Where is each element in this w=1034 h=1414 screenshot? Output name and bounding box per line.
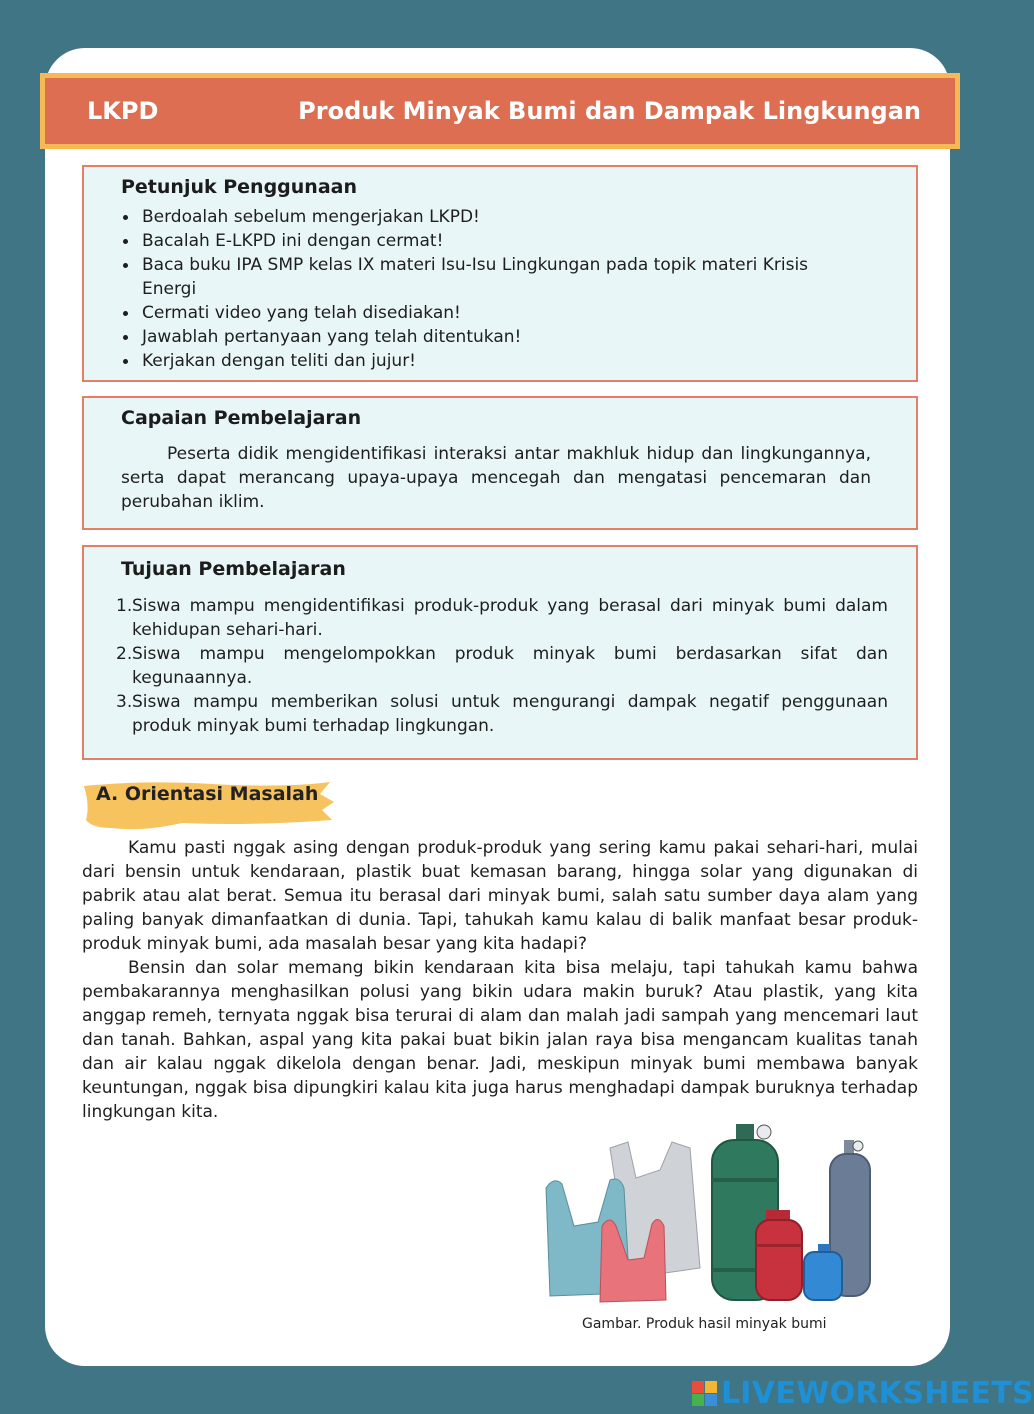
list-item: Cermati video yang telah disediakan!: [121, 301, 841, 325]
brand-name: LIVEWORKSHEETS: [721, 1376, 1034, 1411]
paragraph: Bensin dan solar memang bikin kendaraan kita bisa melaju, tapi tahukah kamu bahwa pembakarannya menghasilkan polusi yang bikin udara makin buruk? Atau plastik, yang kita anggap remeh, ternyata nggak bisa terurai di alam dan malah jadi sampah yang mencemari laut dan tanah. Bahkan, aspal yang kita pakai buat bikin jalan raya bisa mengancam kualitas tanah dan air kalau nggak dikelola dengan benar. Jadi, meskipun minyak bumi membawa banyak keuntungan, nggak bisa dipungkiri kalau kita juga harus menghadapi dampak buruknya terhadap lingkungan kita.: [82, 958, 918, 1122]
header-banner: [40, 73, 960, 149]
list-item: [116, 642, 888, 690]
list-item: Bacalah E-LKPD ini dengan cermat!: [121, 229, 841, 253]
cylinder-valve: [736, 1124, 754, 1140]
header-label: LKPD: [87, 97, 159, 125]
section-a-heading: A. Orientasi Masalah: [96, 783, 319, 805]
instructions-box: [82, 165, 918, 382]
paragraph: Kamu pasti nggak asing dengan produk-produk yang sering kamu pakai sehari-hari, mulai dari bensin untuk kendaraan, plastik buat kemasan barang, hingga solar yang digunakan di pabrik atau alat berat. Semua itu berasal dari minyak bumi, salah satu sumber daya alam yang paling banyak dimanfaatkan di dunia. Tapi, tahukah kamu kalau di balik manfaat besar produk-produk minyak bumi, ada masalah besar yang kita hadapi?: [82, 838, 918, 954]
item-number: 1.: [116, 596, 133, 616]
learning-objectives-box: [82, 545, 918, 760]
orientation-text: [82, 836, 918, 1124]
item-number: 3.: [116, 692, 133, 712]
petroleum-products-illustration: [540, 1118, 880, 1308]
item-number: 2.: [116, 644, 133, 664]
image-caption: Gambar. Produk hasil minyak bumi: [582, 1316, 827, 1332]
item-text: Siswa mampu mengidentifikasi produk-produk yang berasal dari minyak bumi dalam kehidupan sehari-hari.: [132, 596, 888, 640]
learning-outcome-heading: Capaian Pembelajaran: [121, 407, 362, 429]
list-item: Jawablah pertanyaan yang telah ditentukan!: [121, 325, 841, 349]
page-title: Produk Minyak Bumi dan Dampak Lingkungan: [298, 97, 921, 125]
item-text: Siswa mampu mengelompokkan produk minyak bumi berdasarkan sifat dan kegunaannya.: [132, 644, 888, 688]
instructions-list: [121, 205, 841, 373]
list-item: Berdoalah sebelum mengerjakan LKPD!: [121, 205, 841, 229]
learning-objectives-list: [116, 594, 888, 738]
logo-grid-icon: [692, 1381, 717, 1406]
liveworksheets-logo[interactable]: [692, 1376, 1034, 1411]
list-item: [116, 594, 888, 642]
instructions-heading: Petunjuk Penggunaan: [121, 176, 357, 198]
list-item: Baca buku IPA SMP kelas IX materi Isu-Isu Lingkungan pada topik materi Krisis Energi: [121, 253, 841, 301]
learning-objectives-heading: Tujuan Pembelajaran: [121, 558, 346, 580]
learning-outcome-box: [82, 396, 918, 530]
list-item: Kerjakan dengan teliti dan jujur!: [121, 349, 841, 373]
learning-outcome-text: Peserta didik mengidentifikasi interaksi antar makhluk hidup dan lingkungannya, serta dapat merancang upaya-upaya mencegah dan mengatasi pencemaran dan perubahan iklim.: [121, 444, 871, 512]
item-text: Siswa mampu memberikan solusi untuk mengurangi dampak negatif penggunaan produk minyak bumi terhadap lingkungan.: [132, 692, 888, 736]
list-item: [116, 690, 888, 738]
